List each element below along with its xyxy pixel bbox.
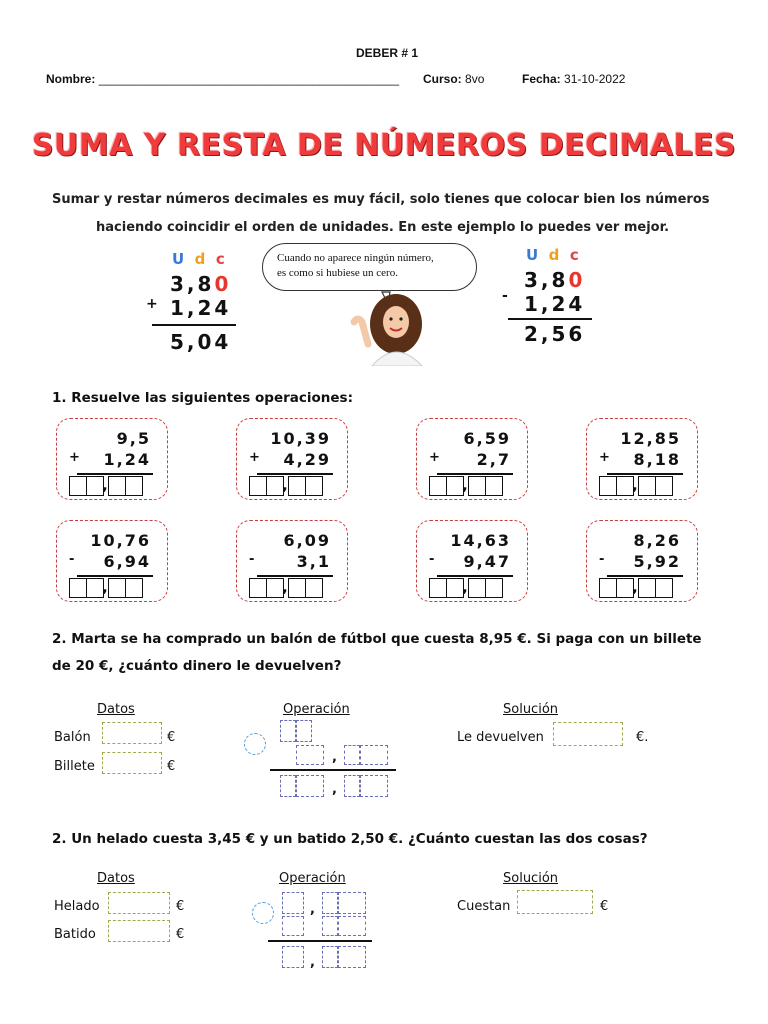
result-line <box>77 575 153 577</box>
answer-cell[interactable] <box>86 578 104 598</box>
example-sum-result: 5,04 <box>170 330 232 354</box>
course-field <box>423 72 484 86</box>
operator-sign: - <box>69 552 75 567</box>
ex2-solucion-heading: Solución <box>503 702 559 717</box>
result-line <box>257 575 333 577</box>
operand-1: 12,85 <box>620 429 681 448</box>
answer-cell[interactable] <box>429 578 447 598</box>
answer-cell[interactable] <box>429 476 447 496</box>
answer-cell[interactable] <box>249 476 267 496</box>
answer-cell[interactable] <box>638 476 656 496</box>
answer-cell[interactable] <box>616 476 634 496</box>
operand-2: 3,1 <box>296 552 331 571</box>
ex3-item-batido: Batido <box>54 927 96 942</box>
answer-cell[interactable] <box>125 578 143 598</box>
course-label: Curso: <box>423 72 462 86</box>
decimal-comma: , <box>462 478 468 494</box>
answer-cell[interactable] <box>69 476 87 496</box>
date-label: Fecha: <box>522 72 561 86</box>
answer-cell[interactable] <box>446 476 464 496</box>
answer-cell[interactable] <box>108 578 126 598</box>
operation-box <box>586 418 698 500</box>
ex3-op-line <box>268 940 372 942</box>
example-sub-result: 2,56 <box>524 322 586 346</box>
ex2-op-line <box>270 769 396 771</box>
ex3-cell[interactable] <box>282 946 304 968</box>
result-line <box>437 575 513 577</box>
answer-cell[interactable] <box>266 578 284 598</box>
answer-cells <box>599 476 671 496</box>
ex3-cell[interactable] <box>282 892 304 914</box>
ex3-helado-input[interactable] <box>108 892 170 914</box>
ex3-answer-unit: € <box>600 899 609 914</box>
ex2-item-balon: Balón <box>54 730 91 745</box>
speech-bubble: Cuando no aparece ningún número, es como si hubiese un cero. <box>262 243 477 291</box>
exercise-3-line-1: 2. Un helado cuesta 3,45 € y un batido 2,50 €. ¿Cuánto cuestan las dos cosas? <box>52 831 648 847</box>
answer-cell[interactable] <box>108 476 126 496</box>
ex3-euro-2: € <box>176 927 185 942</box>
answer-cell[interactable] <box>288 476 306 496</box>
date-field <box>522 72 625 86</box>
answer-cell[interactable] <box>485 578 503 598</box>
operand-2: 1,24 <box>103 450 151 469</box>
ex3-cell[interactable] <box>338 946 366 968</box>
ex2-comma-2: , <box>332 782 337 797</box>
operand-1: 14,63 <box>450 531 511 550</box>
result-line <box>77 473 153 475</box>
decimal-comma: , <box>632 580 638 596</box>
operand-1: 10,39 <box>270 429 331 448</box>
example-sum-line <box>152 324 236 326</box>
example-sum-second: 1,24 <box>170 296 232 320</box>
answer-cells <box>69 578 141 598</box>
example-sub-place-values: U d c <box>526 246 579 264</box>
operation-box <box>416 418 528 500</box>
ex3-cell[interactable] <box>322 892 338 914</box>
ex2-operacion-heading: Operación <box>283 702 350 717</box>
operation-box <box>56 418 168 500</box>
operator-sign: + <box>429 450 440 465</box>
ex2-balon-input[interactable] <box>102 722 162 744</box>
ex2-euro-1: € <box>167 730 176 745</box>
example-sum-first: 3,80 <box>170 272 232 296</box>
ex2-cell[interactable] <box>360 745 388 765</box>
homework-number: DEBER # 1 <box>356 46 419 60</box>
ex2-sign-input[interactable] <box>244 733 266 755</box>
ex3-answer-input[interactable] <box>517 890 593 914</box>
operand-1: 6,59 <box>463 429 511 448</box>
ex3-operacion-heading: Operación <box>279 871 346 886</box>
ex2-answer-unit: €. <box>636 730 649 745</box>
answer-cells <box>429 578 501 598</box>
answer-cell[interactable] <box>468 476 486 496</box>
decimal-comma: , <box>282 580 288 596</box>
ex3-batido-input[interactable] <box>108 920 170 942</box>
ex2-euro-2: € <box>167 759 176 774</box>
ex3-solucion-heading: Solución <box>503 871 559 886</box>
ex2-cell[interactable] <box>296 775 324 797</box>
operation-box <box>56 520 168 602</box>
answer-cell[interactable] <box>86 476 104 496</box>
exercise-2-line-1: 2. Marta se ha comprado un balón de fútbol que cuesta 8,95 €. Si paga con un billete <box>52 631 702 647</box>
ex3-cell[interactable] <box>322 946 338 968</box>
ex3-cell[interactable] <box>338 892 366 914</box>
result-line <box>607 575 683 577</box>
example-sub-second: 1,24 <box>524 292 586 316</box>
ex2-cell[interactable] <box>296 720 312 742</box>
ex2-item-billete: Billete <box>54 759 95 774</box>
operand-1: 6,09 <box>283 531 331 550</box>
operator-sign: - <box>599 552 605 567</box>
ex2-cell[interactable] <box>360 775 388 797</box>
answer-cell[interactable] <box>468 578 486 598</box>
operand-2: 9,47 <box>463 552 511 571</box>
operator-sign: - <box>429 552 435 567</box>
decimal-comma: , <box>102 478 108 494</box>
operation-box <box>416 520 528 602</box>
example-sub-sign: - <box>502 288 511 304</box>
ex2-cell[interactable] <box>296 745 324 765</box>
intro-line-1: Sumar y restar números decimales es muy fácil, solo tienes que colocar bien los números <box>52 192 710 207</box>
ex3-cell[interactable] <box>282 916 304 936</box>
ex2-comma-1: , <box>332 750 337 765</box>
answer-cell[interactable] <box>446 578 464 598</box>
decimal-comma: , <box>282 478 288 494</box>
answer-cells <box>69 476 141 496</box>
intro-line-2: haciendo coincidir el orden de unidades. En este ejemplo lo puedes ver mejor. <box>96 220 670 235</box>
answer-cells <box>599 578 671 598</box>
answer-cell[interactable] <box>125 476 143 496</box>
answer-cell[interactable] <box>249 578 267 598</box>
ex3-item-helado: Helado <box>54 899 100 914</box>
ex2-billete-input[interactable] <box>102 752 162 774</box>
operand-2: 5,92 <box>633 552 681 571</box>
answer-cells <box>249 476 321 496</box>
ex3-datos-heading: Datos <box>97 871 135 886</box>
ex2-cell[interactable] <box>280 775 296 797</box>
ex2-cell[interactable] <box>280 720 296 742</box>
decimal-comma: , <box>102 580 108 596</box>
answer-cell[interactable] <box>485 476 503 496</box>
operator-sign: - <box>249 552 255 567</box>
answer-cell[interactable] <box>288 578 306 598</box>
operation-box <box>236 520 348 602</box>
answer-cells <box>249 578 321 598</box>
ex2-cell[interactable] <box>344 745 360 765</box>
header-row <box>46 72 399 86</box>
operator-sign: + <box>599 450 610 465</box>
decimal-comma: , <box>632 478 638 494</box>
operand-2: 8,18 <box>633 450 681 469</box>
operand-2: 4,29 <box>283 450 331 469</box>
example-sub-first: 3,80 <box>524 268 586 292</box>
exercise-1-title: 1. Resuelve las siguientes operaciones: <box>52 390 353 406</box>
teacher-illustration-icon <box>344 286 434 366</box>
operand-1: 9,5 <box>116 429 151 448</box>
date-value: 31-10-2022 <box>564 72 626 86</box>
answer-cell[interactable] <box>616 578 634 598</box>
answer-cell[interactable] <box>655 578 673 598</box>
operation-box <box>586 520 698 602</box>
ex2-datos-heading: Datos <box>97 702 135 717</box>
decimal-comma: , <box>462 580 468 596</box>
ex2-cell[interactable] <box>344 775 360 797</box>
name-label: Nombre: <box>46 72 96 86</box>
operand-2: 6,94 <box>103 552 151 571</box>
name-line: _____________________________________________ <box>98 72 400 86</box>
result-line <box>257 473 333 475</box>
operator-sign: + <box>69 450 80 465</box>
operator-sign: + <box>249 450 260 465</box>
answer-cell[interactable] <box>638 578 656 598</box>
answer-cell[interactable] <box>266 476 284 496</box>
ex3-comma-1: , <box>310 902 315 917</box>
example-sum-place-values: U d c <box>172 250 225 268</box>
answer-cell[interactable] <box>69 578 87 598</box>
example-sum-sign: + <box>146 296 161 312</box>
operand-2: 2,7 <box>476 450 511 469</box>
ex3-cell[interactable] <box>338 916 366 936</box>
ex2-answer-input[interactable] <box>553 722 623 746</box>
ex3-comma-2: , <box>310 955 315 970</box>
course-value: 8vo <box>465 72 485 86</box>
ex2-answer-label: Le devuelven <box>457 730 544 745</box>
answer-cell[interactable] <box>305 476 323 496</box>
result-line <box>437 473 513 475</box>
answer-cells <box>429 476 501 496</box>
answer-cell[interactable] <box>655 476 673 496</box>
exercise-2-line-2: de 20 €, ¿cuánto dinero le devuelven? <box>52 658 342 674</box>
operand-1: 10,76 <box>90 531 151 550</box>
ex3-sign-input[interactable] <box>252 902 274 924</box>
answer-cell[interactable] <box>599 578 617 598</box>
operand-1: 8,26 <box>633 531 681 550</box>
example-sub-line <box>508 318 592 320</box>
answer-cell[interactable] <box>599 476 617 496</box>
operation-box <box>236 418 348 500</box>
ex3-answer-label: Cuestan <box>457 899 511 914</box>
ex3-cell[interactable] <box>322 916 338 936</box>
ex3-euro-1: € <box>176 899 185 914</box>
answer-cell[interactable] <box>305 578 323 598</box>
page-title: SUMA Y RESTA DE NÚMEROS DECIMALES <box>31 128 737 163</box>
result-line <box>607 473 683 475</box>
